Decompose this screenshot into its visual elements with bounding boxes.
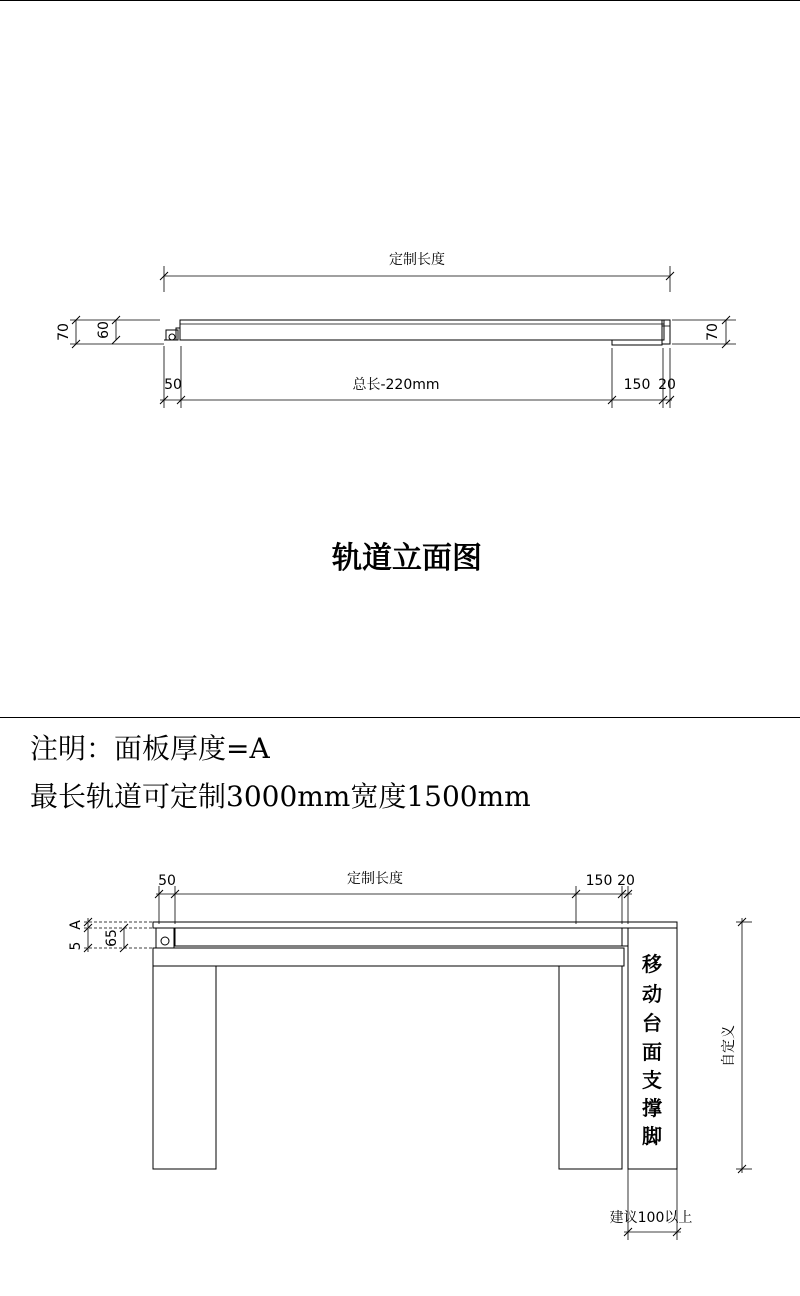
dim-70-left-label: 70 — [56, 323, 72, 341]
support-char: 台 — [642, 1011, 662, 1035]
rail-elevation — [56, 251, 736, 576]
table-leg-left — [153, 966, 216, 1169]
bottom-dim-20: 20 — [658, 377, 676, 393]
section-rail-end — [622, 928, 628, 946]
table-section — [68, 870, 752, 1240]
support-leg-label — [641, 952, 663, 1148]
section-roller-wheel — [161, 937, 169, 945]
top-dim-label: 定制长度 — [389, 252, 445, 268]
support-char: 撑 — [642, 1096, 662, 1120]
section-rail — [175, 928, 622, 946]
section-dim-center: 定制长度 — [347, 871, 403, 887]
table-leg-right — [559, 966, 622, 1169]
section-dim-150: 150 — [585, 873, 613, 889]
dim-5-label: 5 — [68, 941, 84, 951]
dim-a-label: A — [68, 920, 84, 930]
bottom-dim-50: 50 — [164, 377, 182, 393]
bottom-dim-total: 总长-220mm — [352, 377, 440, 393]
dim-65-label: 65 — [104, 929, 120, 947]
elevation-title: 轨道立面图 — [332, 541, 482, 576]
section-dim-50: 50 — [158, 873, 176, 889]
note-line-1: 注明：面板厚度=A — [30, 732, 270, 765]
support-char: 支 — [642, 1068, 662, 1092]
rail-right-foot — [612, 340, 662, 345]
note-line-2: 最长轨道可定制3000mm宽度1500mm — [30, 780, 531, 813]
section-dim-20: 20 — [617, 873, 635, 889]
width-dim-label: 建议100以上 — [609, 1210, 693, 1226]
dim-60-label: 60 — [96, 321, 112, 339]
support-char: 面 — [642, 1040, 662, 1064]
table-beam — [153, 948, 624, 966]
roller-wheel — [169, 334, 175, 340]
support-char: 动 — [642, 982, 662, 1006]
support-char: 移 — [642, 952, 662, 976]
rail-body — [180, 320, 664, 340]
height-dim-label: 自定义 — [721, 1025, 737, 1067]
bottom-dim-150: 150 — [623, 377, 651, 393]
dim-70-right-label: 70 — [705, 323, 721, 341]
support-char: 脚 — [642, 1124, 662, 1148]
tabletop-panel — [153, 922, 677, 928]
